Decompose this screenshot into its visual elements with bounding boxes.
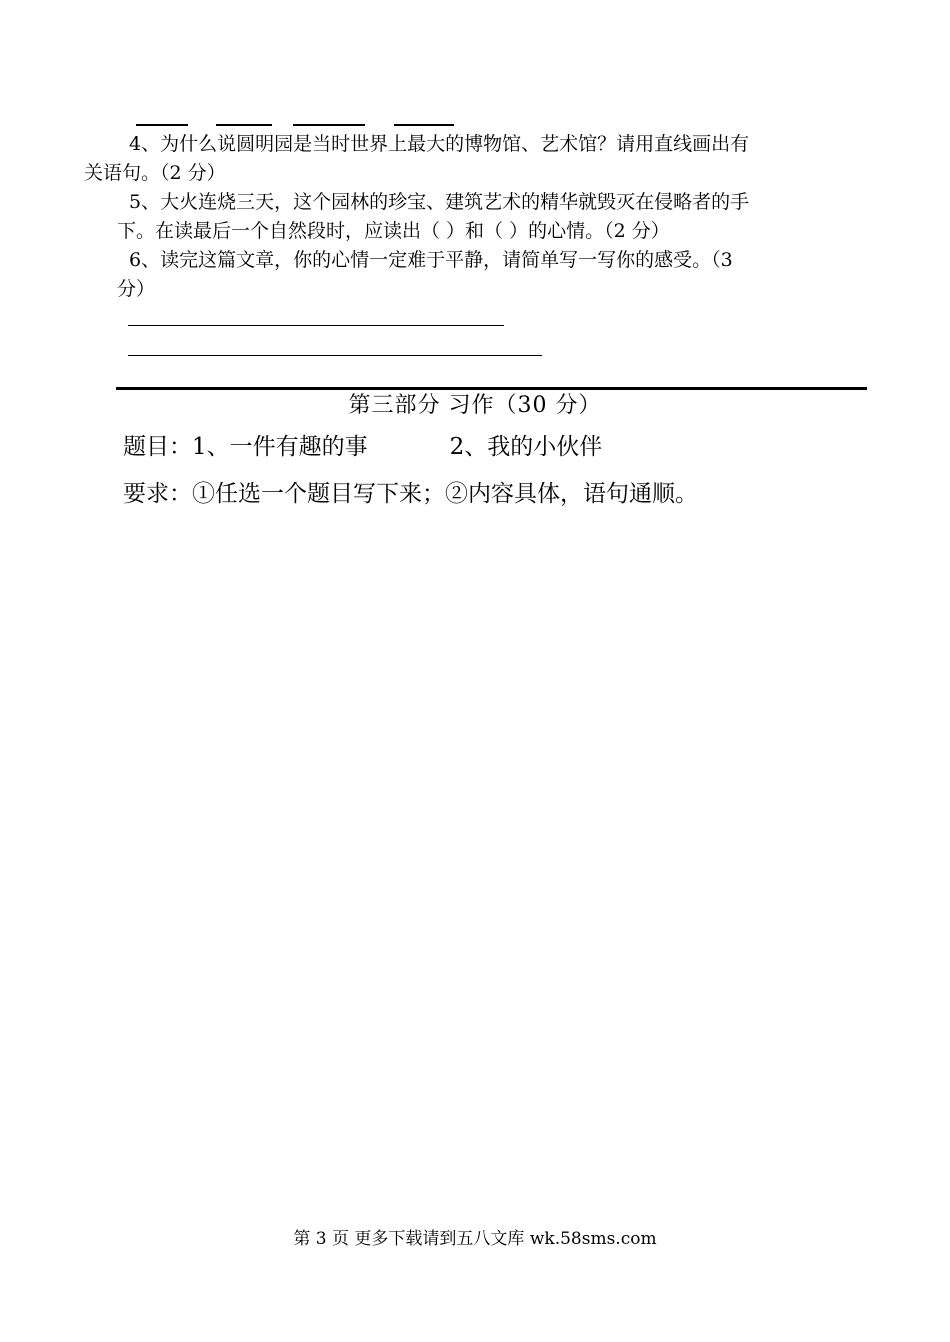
answer-line [128,355,542,356]
answer-blank [394,124,454,126]
page-footer: 第 3 页 更多下载请到五八文库 wk.58sms.com [293,1229,657,1249]
question-5-line-1: 5、大火连烧三天，这个园林的珍宝、建筑艺术的精华就毁灭在侵略者的手 [129,191,750,213]
topic-label: 题目： [123,434,192,460]
answer-line [128,325,504,326]
section-title: 第三部分 习作（30 分） [348,393,602,418]
question-6-line-2: 分） [117,278,156,300]
composition-requirement: 要求：①任选一个题目写下来；②内容具体，语句通顺。 [123,481,698,507]
answer-blank [293,124,365,126]
question-4-line-2: 关语句。（2 分） [84,162,226,184]
question-5-line-2: 下。在读最后一个自然段时，应读出（ ）和（ ）的心情。（2 分） [117,220,670,242]
question-4 [84,130,868,188]
question-6 [84,246,868,304]
question-4-line-1: 4、为什么说圆明园是当时世界上最大的博物馆、艺术馆？请用直线画出有 [129,133,750,155]
answer-blank [136,124,188,126]
question-6-line-1: 6、读完这篇文章，你的心情一定难于平静，请简单写一写你的感受。（3 [129,249,733,271]
topic-option-2: 2、我的小伙伴 [449,434,603,460]
question-5 [84,188,868,246]
composition-topics [123,430,602,464]
topic-option-1: 1、一件有趣的事 [192,434,368,460]
answer-blank [216,124,272,126]
